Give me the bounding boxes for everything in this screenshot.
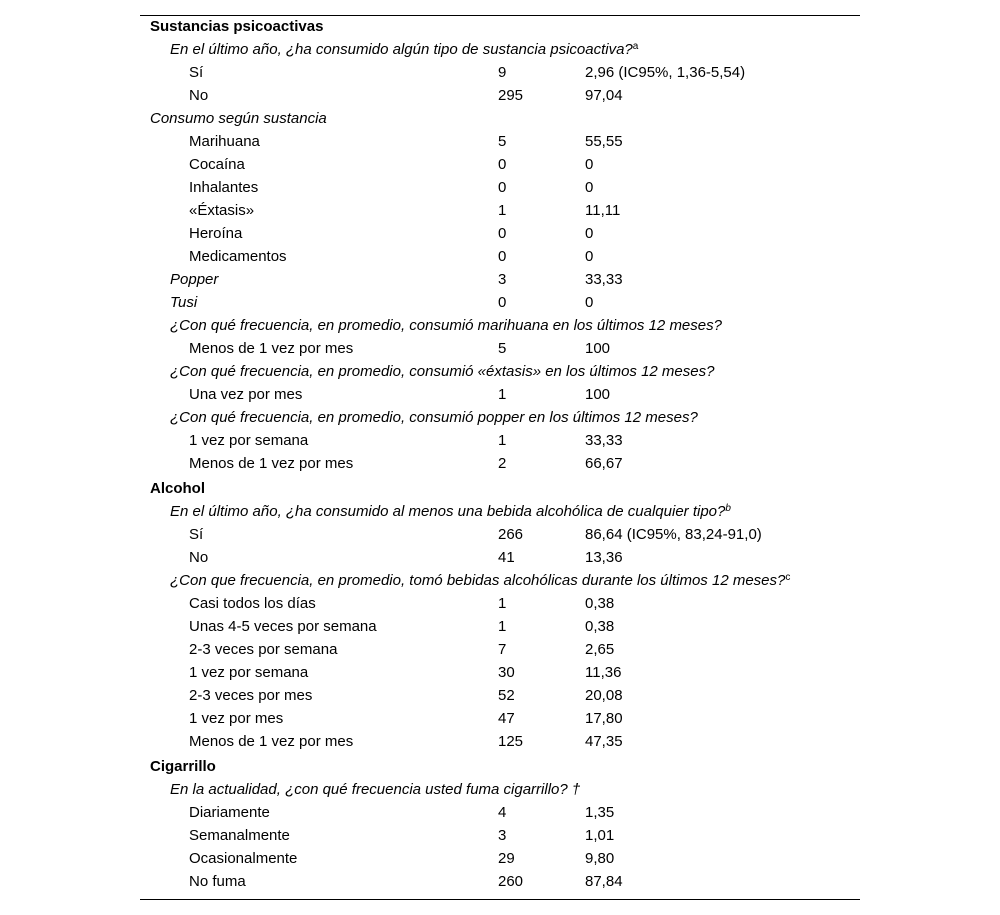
row-label <box>170 569 790 592</box>
table-row <box>0 61 1000 84</box>
percent-cell: 17,80 <box>585 710 623 727</box>
question-text: ¿Con que frecuencia, en promedio, tomó bebidas alcohólicas durante los últimos 12 meses? <box>170 572 786 589</box>
count-cell: 29 <box>498 850 515 867</box>
table-row <box>0 291 1000 314</box>
row-label: Menos de 1 vez por mes <box>189 340 354 357</box>
percent-cell: 0 <box>585 248 594 265</box>
question-row <box>0 406 1000 429</box>
table-row <box>0 638 1000 661</box>
row-label: Sí <box>189 526 204 543</box>
percent-cell: 2,96 (IC95%, 1,36-5,54) <box>585 64 746 81</box>
question-row <box>0 500 1000 523</box>
row-label: Semanalmente <box>189 827 290 844</box>
row-label: Popper <box>170 271 219 288</box>
percent-cell: 0 <box>585 156 594 173</box>
section-header-cigarrillo <box>0 755 1000 778</box>
question-text: En el último año, ¿ha consumido algún tipo de sustancia psicoactiva? <box>170 41 633 58</box>
count-cell: 1 <box>498 595 507 612</box>
row-label <box>170 500 731 523</box>
question-row <box>0 778 1000 801</box>
percent-cell: 100 <box>585 340 611 357</box>
question-row <box>0 569 1000 592</box>
table-row <box>0 592 1000 615</box>
count-cell: 5 <box>498 133 507 150</box>
table-row <box>0 429 1000 452</box>
table-row <box>0 383 1000 406</box>
row-label: Menos de 1 vez por mes <box>189 455 354 472</box>
table-row <box>0 337 1000 360</box>
table-row <box>0 546 1000 569</box>
table-row <box>0 684 1000 707</box>
percent-cell: 0,38 <box>585 618 615 635</box>
count-cell: 2 <box>498 455 507 472</box>
row-label: Alcohol <box>150 480 205 497</box>
table-row <box>0 801 1000 824</box>
percent-cell: 9,80 <box>585 850 615 867</box>
count-cell: 0 <box>498 179 507 196</box>
count-cell: 1 <box>498 202 507 219</box>
row-label: Una vez por mes <box>189 386 303 403</box>
table-row <box>0 824 1000 847</box>
count-cell: 9 <box>498 64 507 81</box>
count-cell: 52 <box>498 687 515 704</box>
percent-cell: 86,64 (IC95%, 83,24-91,0) <box>585 526 762 543</box>
section-header-sustancias <box>0 15 1000 38</box>
row-label: Marihuana <box>189 133 260 150</box>
count-cell: 47 <box>498 710 515 727</box>
percent-cell: 11,36 <box>585 664 622 681</box>
count-cell: 3 <box>498 271 507 288</box>
row-label: Cocaína <box>189 156 245 173</box>
count-cell: 260 <box>498 873 524 890</box>
question-row <box>0 38 1000 61</box>
row-label: Consumo según sustancia <box>150 110 327 127</box>
table-row <box>0 268 1000 291</box>
percent-cell: 100 <box>585 386 611 403</box>
row-label: 2-3 veces por semana <box>189 641 338 658</box>
row-label: En la actualidad, ¿con qué frecuencia usted fuma cigarrillo? † <box>170 781 581 798</box>
count-cell: 266 <box>498 526 524 543</box>
count-cell: 4 <box>498 804 507 821</box>
row-label: Cigarrillo <box>150 758 216 775</box>
percent-cell: 0,38 <box>585 595 615 612</box>
count-cell: 295 <box>498 87 524 104</box>
row-label: 1 vez por semana <box>189 432 309 449</box>
percent-cell: 66,67 <box>585 455 623 472</box>
row-label: Menos de 1 vez por mes <box>189 733 354 750</box>
count-cell: 0 <box>498 225 507 242</box>
question-row <box>0 360 1000 383</box>
count-cell: 30 <box>498 664 515 681</box>
row-label: Tusi <box>170 294 198 311</box>
row-label: No <box>189 87 209 104</box>
section-header-alcohol <box>0 477 1000 500</box>
table-row <box>0 847 1000 870</box>
table-row <box>0 222 1000 245</box>
percent-cell: 33,33 <box>585 271 623 288</box>
count-cell: 0 <box>498 248 507 265</box>
table-row <box>0 199 1000 222</box>
percent-cell: 0 <box>585 294 594 311</box>
table-row <box>0 130 1000 153</box>
question-row <box>0 314 1000 337</box>
count-cell: 0 <box>498 294 507 311</box>
row-label <box>170 38 638 61</box>
count-cell: 5 <box>498 340 507 357</box>
row-label: No fuma <box>189 873 246 890</box>
subheading-row <box>0 107 1000 130</box>
table-row <box>0 661 1000 684</box>
percent-cell: 0 <box>585 225 594 242</box>
footnote-a: a <box>632 41 639 52</box>
percent-cell: 87,84 <box>585 873 623 890</box>
table-row <box>0 176 1000 199</box>
count-cell: 1 <box>498 386 507 403</box>
row-label: Sustancias psicoactivas <box>150 18 324 35</box>
row-label: ¿Con qué frecuencia, en promedio, consumió «éxtasis» en los últimos 12 meses? <box>170 363 715 380</box>
table-row <box>0 153 1000 176</box>
count-cell: 125 <box>498 733 524 750</box>
count-cell: 0 <box>498 156 507 173</box>
row-label: Ocasionalmente <box>189 850 298 867</box>
count-cell: 41 <box>498 549 515 566</box>
footnote-b: b <box>725 503 731 514</box>
table-row <box>0 707 1000 730</box>
percent-cell: 97,04 <box>585 87 623 104</box>
percent-cell: 13,36 <box>585 549 623 566</box>
table-row <box>0 84 1000 107</box>
row-label: Unas 4-5 veces por semana <box>189 618 377 635</box>
table-row <box>0 615 1000 638</box>
percent-cell: 1,01 <box>585 827 615 844</box>
percent-cell: 2,65 <box>585 641 615 658</box>
percent-cell: 47,35 <box>585 733 623 750</box>
table-row <box>0 523 1000 546</box>
percent-cell: 0 <box>585 179 594 196</box>
percent-cell: 1,35 <box>585 804 615 821</box>
table-row <box>0 870 1000 893</box>
row-label: Heroína <box>189 225 243 242</box>
percent-cell: 55,55 <box>585 133 623 150</box>
count-cell: 1 <box>498 618 507 635</box>
row-label: 1 vez por mes <box>189 710 284 727</box>
row-label: 1 vez por semana <box>189 664 309 681</box>
question-text: En el último año, ¿ha consumido al menos una bebida alcohólica de cualquier tipo? <box>170 503 726 520</box>
row-label: Casi todos los días <box>189 595 316 612</box>
row-label: Sí <box>189 64 204 81</box>
row-label: Diariamente <box>189 804 270 821</box>
row-label: ¿Con qué frecuencia, en promedio, consumió marihuana en los últimos 12 meses? <box>170 317 722 334</box>
row-label: ¿Con qué frecuencia, en promedio, consumió popper en los últimos 12 meses? <box>170 409 698 426</box>
table-row <box>0 730 1000 753</box>
count-cell: 7 <box>498 641 507 658</box>
count-cell: 1 <box>498 432 507 449</box>
percent-cell: 33,33 <box>585 432 623 449</box>
row-label: No <box>189 549 209 566</box>
table-row <box>0 245 1000 268</box>
percent-cell: 20,08 <box>585 687 623 704</box>
row-label: «Éxtasis» <box>189 202 255 219</box>
table-bottom-rule <box>140 899 860 900</box>
row-label: Medicamentos <box>189 248 287 265</box>
table-row <box>0 452 1000 475</box>
percent-cell: 11,11 <box>585 202 621 219</box>
row-label: 2-3 veces por mes <box>189 687 313 704</box>
count-cell: 3 <box>498 827 507 844</box>
row-label: Inhalantes <box>189 179 259 196</box>
footnote-c: c <box>785 572 791 583</box>
